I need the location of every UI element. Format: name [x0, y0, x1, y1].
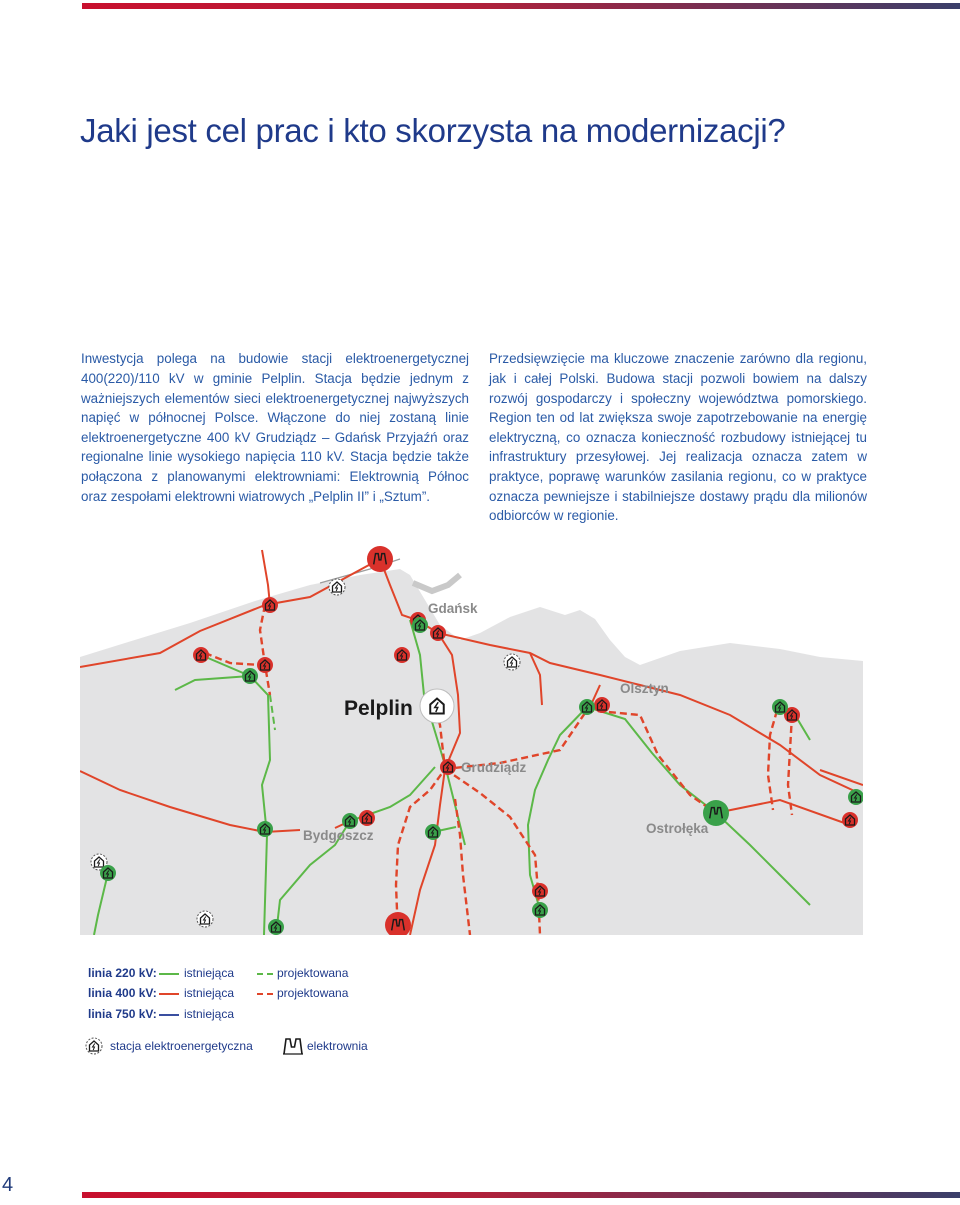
power-grid-map: [80, 545, 863, 935]
paragraph-right: Przedsięwzięcie ma kluczowe znaczenie zarówno dla regionu, jak i całej Polski. Budowa stacji pozwoli bowiem na dalszy rozwój gospodarczy i społeczny województwa pomorskiego. Region ten od lat zwiększa swoje zapotrzebowanie na energię elektryczną, co oznacza konieczność rozbudowy istniejącej tu infrastruktury przesyłowej. Jej realizacja oznacza zatem w praktyce, poprawę warunków zasilania regionu, co w praktyce oznacza pewniejsze i stabilniejsze dostawy prądu dla milionów odbiorców w regionie.: [489, 351, 867, 524]
legend-existing-750: istniejąca: [184, 1007, 235, 1021]
city-label-gdansk: Gdańsk: [428, 601, 478, 616]
pelplin-station: [420, 689, 454, 723]
city-label-olsztyn: Olsztyn: [620, 681, 669, 696]
bottom-stripe: [82, 1192, 960, 1198]
legend-label-400: linia 400 kV:: [88, 986, 157, 1000]
legend-label-220: linia 220 kV:: [88, 966, 157, 980]
legend-line-400-planned: [257, 993, 273, 995]
paragraph-left: Inwestycja polega na budowie stacji elektroenergetycznej 400(220)/110 kV w gminie Pelplin. Stacja będzie jednym z ważniejszych elementów sieci elektroenergetycznej najwyższych napięć w północnej Polsce. Włączone do niej zostaną linie elektroenergetyczne 400 kV Grudziądz – Gdańsk Przyjaźń oraz regionalne linie wysokiego napięcia 110 kV. Stacja będzie także połączona z planowanymi elektrowniami: Elektrownią Północ oraz zespołami elektrowni wiatrowych „Pelplin II” i „Sztum”.: [81, 351, 469, 504]
legend-station-label: stacja elektroenergetyczna: [110, 1039, 253, 1053]
city-label-grudziadz: Grudziądz: [461, 760, 527, 775]
legend-plant-icon: [282, 1036, 304, 1056]
legend-line-220-planned: [257, 973, 273, 975]
top-stripe: [82, 3, 960, 9]
legend-existing-220: istniejąca: [184, 966, 235, 980]
page-title: Jaki jest cel prac i kto skorzysta na modernizacji?: [80, 112, 786, 149]
legend-existing-400: istniejąca: [184, 986, 235, 1000]
land-area: [80, 569, 863, 935]
legend-line-220-existing: [159, 973, 179, 975]
legend-planned-220: projektowana: [277, 966, 349, 980]
page-number: 4: [2, 1174, 14, 1196]
legend-planned-400: projektowana: [277, 986, 349, 1000]
power-plant-north: [367, 546, 393, 572]
legend-label-750: linia 750 kV:: [88, 1007, 157, 1021]
city-label-pelplin: Pelplin: [344, 697, 413, 720]
city-label-ostroleka: Ostrołęka: [646, 821, 709, 836]
legend-plant-label: elektrownia: [307, 1039, 368, 1053]
legend-line-750-existing: [159, 1014, 179, 1016]
legend-line-400-existing: [159, 993, 179, 995]
legend-station-icon: [84, 1036, 104, 1056]
city-label-bydgoszcz: Bydgoszcz: [303, 828, 374, 843]
